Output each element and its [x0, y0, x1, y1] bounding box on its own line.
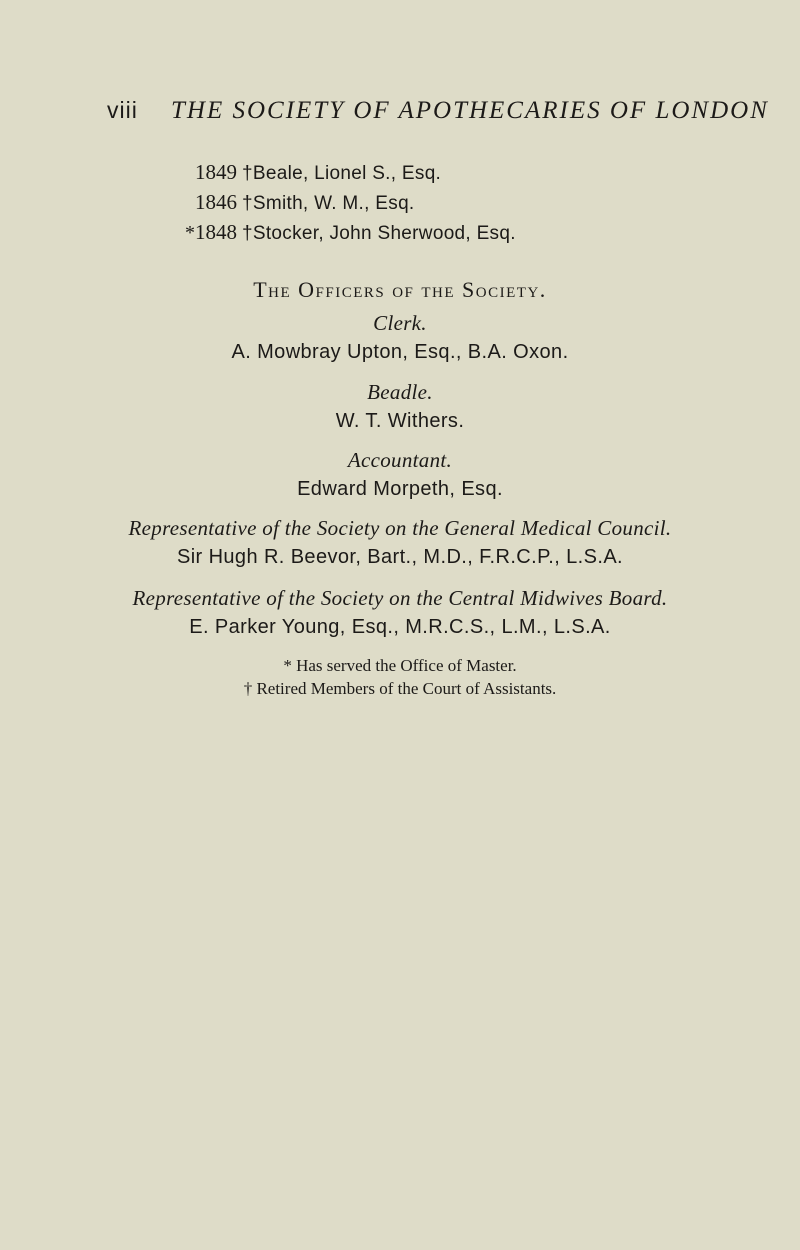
- accountant-heading: Accountant.: [347, 448, 453, 472]
- beadle-holder: W. T. Withers.: [335, 410, 465, 432]
- entry-year: 1849: [195, 160, 237, 184]
- list-item: [185, 217, 745, 247]
- cmb-representative-heading: Representative of the Society on the Central Midwives Board.: [132, 586, 668, 610]
- officers-heading: The Officers of the Society.: [253, 277, 547, 302]
- entry-mark: *: [185, 222, 195, 244]
- member-list: [185, 157, 745, 247]
- footnote-master: * Has served the Office of Master.: [283, 656, 517, 675]
- running-title: THE SOCIETY OF APOTHECARIES OF LONDON: [171, 97, 769, 124]
- entry-year: 1846: [195, 190, 237, 214]
- beadle-heading: Beadle.: [367, 380, 433, 404]
- gmc-representative-heading: Representative of the Society on the General Medical Council.: [128, 516, 672, 540]
- page-header: [107, 97, 787, 125]
- cmb-representative-holder: E. Parker Young, Esq., M.R.C.S., L.M., L.S.A.: [189, 616, 611, 638]
- clerk-heading: Clerk.: [373, 311, 427, 335]
- accountant-holder: Edward Morpeth, Esq.: [297, 478, 503, 500]
- entry-name: †Smith, W. M., Esq.: [242, 193, 415, 214]
- clerk-holder: A. Mowbray Upton, Esq., B.A. Oxon.: [231, 341, 569, 363]
- gmc-representative-holder: Sir Hugh R. Beevor, Bart., M.D., F.R.C.P., L.S.A.: [176, 546, 624, 568]
- list-item: [185, 157, 745, 187]
- list-item: [185, 187, 745, 217]
- entry-year: 1848: [195, 220, 237, 244]
- entry-name: †Stocker, John Sherwood, Esq.: [242, 223, 516, 244]
- footnote-retired: † Retired Members of the Court of Assistants.: [243, 679, 557, 698]
- page-number: viii: [107, 97, 138, 123]
- entry-name: †Beale, Lionel S., Esq.: [242, 163, 442, 184]
